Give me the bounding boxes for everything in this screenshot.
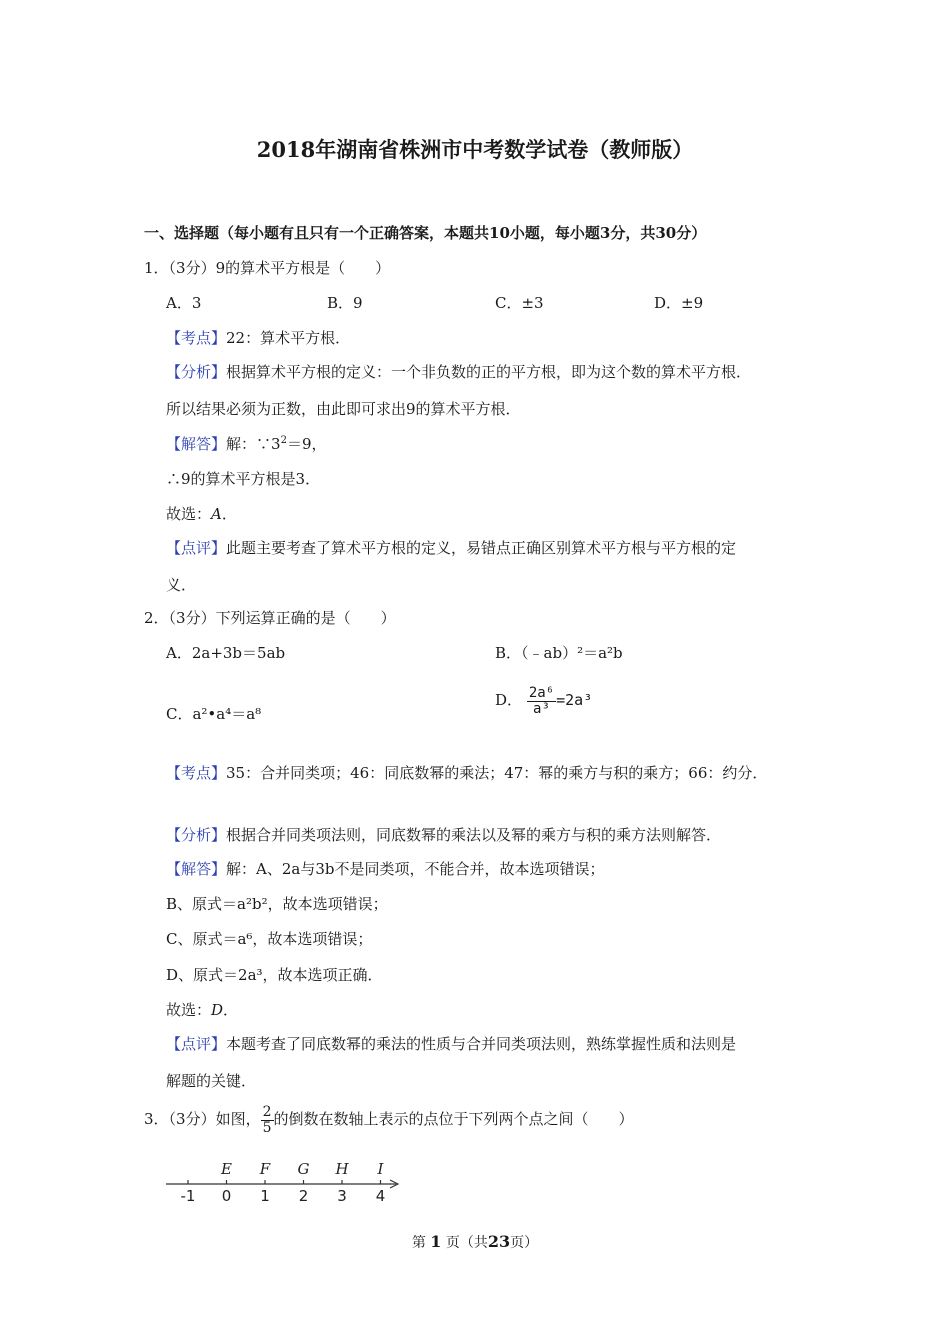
q2-line-b: B、原式＝a²b²，故本选项错误； [166,895,388,913]
q2-option-d-fraction: $\frac{\text{2a⁶}}{\text{a³}}$ [528,685,555,717]
q1-option-b: B．9 [327,294,363,312]
page-footer: 第 1 页（共23页） [411,1232,539,1251]
number-line-figure [160,1150,410,1210]
q1-choice: 故选：A． [166,505,237,523]
q2-fenxi: 【分析】根据合并同类项法则，同底数幂的乘法以及幂的乘方与积的乘方法则解答． [166,826,722,844]
number-line-point-label: H [335,1160,349,1178]
q2-option-c: C．a²•a⁴＝a⁸ [166,705,262,723]
question-2-stem: 2．（3分）下列运算正确的是（ ） [144,609,396,627]
page-title: 2018年湖南省株洲市中考数学试卷（教师版） [256,137,694,162]
q2-choice: 故选：D． [166,1001,239,1019]
q1-fenxi-cont: 所以结果必须为正数，由此即可求出9的算术平方根． [166,400,521,418]
question-1-stem: 1．（3分）9的算术平方根是（ ） [144,259,391,277]
q1-option-c: C．±3 [495,294,544,312]
q1-fenxi: 【分析】根据算术平方根的定义：一个非负数的正的平方根，即为这个数的算术平方根． [166,363,752,381]
q3-fraction: $\frac{2}{5}$ [262,1104,272,1136]
q2-option-d: D． $\frac{\text{2a⁶}}{\text{a³}}$ =2a³ [495,685,593,717]
q2-jieda: 【解答】解：A、2a与3b不是同类项，不能合并，故本选项错误； [166,860,605,878]
q2-option-b: B．（﹣ab）²＝a²b [495,644,623,662]
section-heading-multiple-choice: 一、选择题（每小题有且只有一个正确答案，本题共10小题，每小题3分，共30分） [144,224,707,242]
fenxi-label: 【分析】 [166,363,227,381]
q1-dianping-cont: 义． [166,576,197,594]
q2-kaodian: 【考点】35：合并同类项；46：同底数幂的乘法；47：幂的乘方与积的乘方；66：约分． [166,764,768,782]
current-page: 1 [430,1232,442,1251]
q1-option-a: A．3 [166,294,202,312]
dianping-label: 【点评】 [166,539,227,557]
number-line-tick-label: 3 [337,1187,347,1205]
number-line-tick-label: 2 [298,1187,309,1205]
number-line-tick-label: 1 [260,1187,270,1205]
total-pages: 23 [487,1232,511,1251]
q1-kaodian: 【考点】22：算术平方根． [166,329,351,347]
number-line-point-label: I [377,1160,384,1178]
q1-jieda: 【解答】解：$\because 3^2=9$， [166,435,327,453]
q2-line-c: C、原式＝a⁶，故本选项错误； [166,930,373,948]
q1-solution-line: ∴9的算术平方根是3． [166,470,321,488]
q2-dianping: 【点评】本题考查了同底数幂的乘法的性质与合并同类项法则，熟练掌握性质和法则是 [166,1035,737,1053]
q2-option-a: A．2a+3b＝5ab [166,644,286,662]
kaodian-label: 【考点】 [166,329,227,347]
q2-line-d: D、原式＝2a³，故本选项正确． [166,966,383,984]
number-line-tick-label: 4 [375,1187,386,1205]
q1-dianping: 【点评】此题主要考查了算术平方根的定义，易错点正确区别算术平方根与平方根的定 [166,539,737,557]
q2-dianping-cont: 解题的关键． [166,1072,257,1090]
number-line-tick-label: 0 [221,1187,232,1205]
number-line-point-label: E [221,1160,232,1178]
number-line-tick-label: -1 [180,1187,196,1205]
number-line-point-label: G [297,1160,310,1178]
q1-option-d: D．±9 [654,294,704,312]
jieda-label: 【解答】 [166,435,227,453]
number-line-point-label: F [259,1160,271,1178]
question-3-stem: 3．（3分）如图， $\frac{2}{5}$ 的倒数在数轴上表示的点位于下列两个点之间（ ） [144,1104,634,1136]
